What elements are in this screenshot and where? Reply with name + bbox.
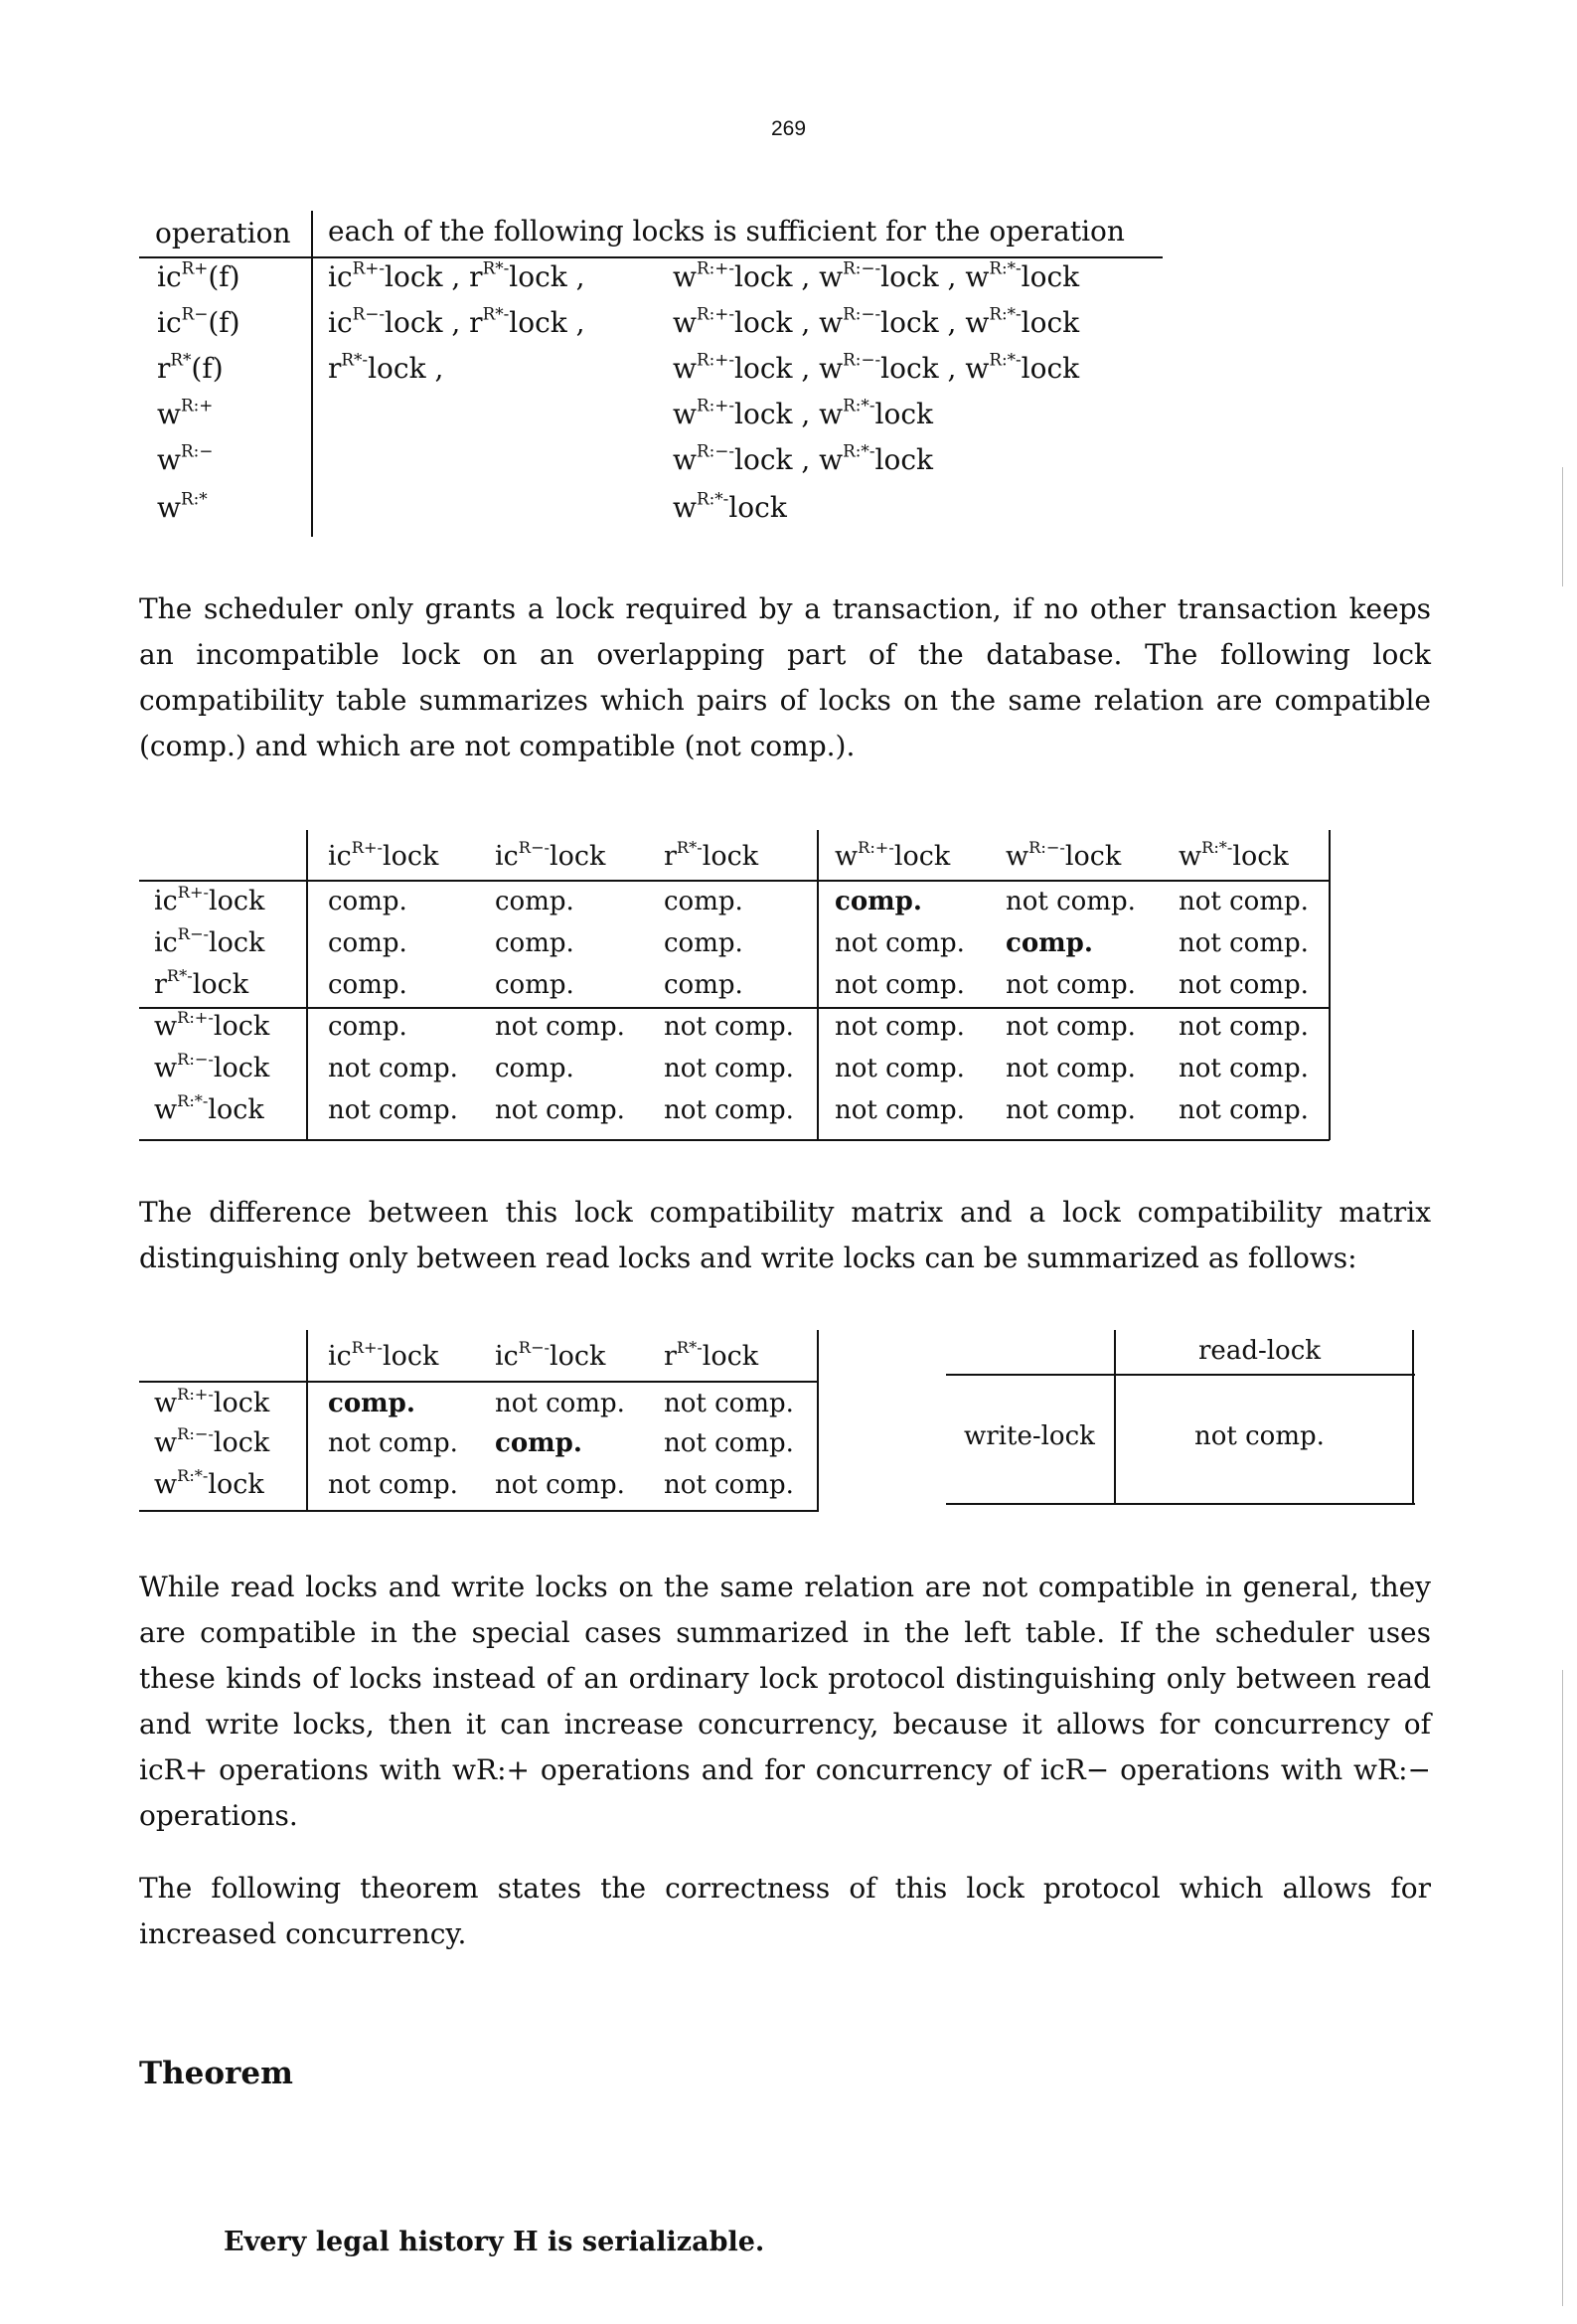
table2-row-header: $w^{R:--}lock$	[154, 1049, 270, 1083]
table2-cell: comp.	[664, 928, 743, 958]
table2-cell: not comp.	[1179, 887, 1309, 916]
table3-col-header: $ic^{R+-}lock$	[328, 1337, 439, 1372]
page-number: 269	[770, 117, 807, 140]
table3-col-header: $ic^{R--}lock$	[495, 1337, 606, 1372]
table1-operation: $w^{R:+}$	[157, 395, 214, 430]
table2-cell: comp.	[495, 887, 574, 916]
table-rule	[306, 830, 308, 1140]
table1-locks-b: $w^{R:+-}lock$ , $w^{R:--}lock$ , $w^{R:*-}lock$	[673, 257, 1080, 293]
table2-cell: comp.	[495, 928, 574, 958]
paragraph-scheduler: The scheduler only grants a lock required by a transaction, if no other transaction keeps an incompatible lock on an overlapping part of the database. The following lock compatibility table summarizes which pairs of locks on the same relation are compatible (comp.) and which are not compatible (not comp.).	[139, 592, 1431, 762]
table1-locks-a: $ic^{R--}lock$ , $r^{R*-}lock$ ,	[328, 303, 585, 339]
table1-header-locks: each of the following locks is sufficient for the operation	[328, 215, 1125, 248]
table2-cell: not comp.	[495, 1012, 625, 1042]
table2-cell: not comp.	[664, 1095, 794, 1125]
table2-col-header: $w^{R:+-}lock$	[835, 837, 951, 872]
table1-locks-b: $w^{R:+-}lock$ , $w^{R:--}lock$ , $w^{R:*-}lock$	[673, 349, 1080, 385]
paragraph-special-cases: While read locks and write locks on the same relation are not compatible in general, they are compatible in the special cases summarized in the left table. If the scheduler uses these kinds of locks instead of an ordinary lock protocol distinguishing only between read and write locks, then it can increase concurrency, because it allows for concurrency of icR+ operations with wR:+ operations and for concurrency of icR− operations with wR:− operations.	[139, 1571, 1431, 1832]
table2-cell: not comp.	[1179, 928, 1309, 958]
table3-cell: not comp.	[328, 1470, 458, 1500]
table3-cell: comp.	[328, 1389, 415, 1418]
table3-row-header: $w^{R:+-}lock$	[154, 1384, 270, 1418]
scan-margin-mark	[1562, 1670, 1563, 2306]
table-rule	[139, 1510, 819, 1512]
table3-cell: not comp.	[664, 1428, 794, 1458]
table2-cell: not comp.	[835, 1095, 965, 1125]
table2-cell: not comp.	[1179, 1054, 1309, 1083]
table2-col-header: $w^{R:*-}lock$	[1179, 837, 1289, 872]
table2-cell: not comp.	[1179, 1012, 1309, 1042]
table2-cell: not comp.	[328, 1054, 458, 1083]
table2-cell: comp.	[1006, 928, 1093, 958]
table-rule	[139, 880, 1330, 882]
table1-operation: $w^{R:-}$	[157, 440, 214, 476]
table2-cell: comp.	[835, 887, 922, 916]
table2-cell: not comp.	[1006, 970, 1136, 1000]
table2-cell: comp.	[664, 970, 743, 1000]
table2-cell: comp.	[495, 970, 574, 1000]
table2-cell: not comp.	[1179, 1095, 1309, 1125]
table2-col-header: $ic^{R--}lock$	[495, 837, 606, 872]
table2-row-header: $w^{R:*-}lock$	[154, 1090, 264, 1125]
table2-cell: not comp.	[835, 1012, 965, 1042]
table1-locks-b: $w^{R:*-}lock$	[673, 488, 787, 524]
table-rule	[306, 1330, 308, 1511]
table1-locks-b: $w^{R:+-}lock$ , $w^{R:--}lock$ , $w^{R:*-}lock$	[673, 303, 1080, 339]
table-rule	[139, 1381, 819, 1383]
table2-cell: comp.	[328, 887, 407, 916]
table2-row-header: $r^{R*-}lock$	[154, 965, 249, 1000]
theorem-statement: Every legal history H is serializable.	[224, 2227, 765, 2257]
table1-operation: $r^{R*}(f)$	[157, 349, 224, 385]
table2-cell: comp.	[328, 928, 407, 958]
table2-col-header: $r^{R*-}lock$	[664, 837, 759, 872]
table2-cell: not comp.	[1006, 1012, 1136, 1042]
table4-col-read-lock: read-lock	[1198, 1336, 1322, 1366]
table2-col-header: $ic^{R+-}lock$	[328, 837, 439, 872]
table2-cell: not comp.	[1006, 887, 1136, 916]
table2-cell: not comp.	[1006, 1095, 1136, 1125]
paragraph-theorem-intro: The following theorem states the correctness of this lock protocol which allows for increased concurrency.	[139, 1872, 1431, 1950]
table-rule	[817, 1330, 819, 1511]
table4-row-write-lock: write-lock	[964, 1421, 1095, 1451]
table2-cell: not comp.	[328, 1095, 458, 1125]
table2-cell: comp.	[495, 1054, 574, 1083]
table2-cell: comp.	[664, 887, 743, 916]
table3-cell: not comp.	[495, 1389, 625, 1418]
table1-locks-a: $r^{R*-}lock$ ,	[328, 349, 444, 385]
table4-cell: not comp.	[1194, 1421, 1325, 1451]
table2-cell: not comp.	[664, 1012, 794, 1042]
scan-margin-mark	[1562, 467, 1563, 586]
table-rule	[139, 1139, 1330, 1141]
table2-cell: not comp.	[495, 1095, 625, 1125]
table3-cell: comp.	[495, 1428, 582, 1458]
table2-row-header: $ic^{R+-}lock$	[154, 882, 265, 916]
table2-cell: not comp.	[835, 1054, 965, 1083]
table-rule	[139, 1007, 1330, 1009]
table-rule	[1329, 830, 1331, 1140]
table2-row-header: $ic^{R--}lock$	[154, 923, 265, 958]
table3-cell: not comp.	[664, 1470, 794, 1500]
table2-cell: not comp.	[835, 970, 965, 1000]
table3-col-header: $r^{R*-}lock$	[664, 1337, 759, 1372]
table3-row-header: $w^{R:--}lock$	[154, 1423, 270, 1458]
table2-cell: not comp.	[1006, 1054, 1136, 1083]
table2-col-header: $w^{R:--}lock$	[1006, 837, 1122, 872]
table1-locks-a: $ic^{R+-}lock$ , $r^{R*-}lock$ ,	[328, 257, 585, 293]
table2-cell: not comp.	[835, 928, 965, 958]
theorem-heading: Theorem	[139, 2056, 293, 2091]
table2-cell: comp.	[328, 1012, 407, 1042]
table1-header-operation: operation	[155, 217, 291, 249]
table3-cell: not comp.	[328, 1428, 458, 1458]
table2-row-header: $w^{R:+-}lock$	[154, 1007, 270, 1042]
paragraph-difference: The difference between this lock compatibility matrix and a lock compatibility matrix distinguishing only between read locks and write locks can be summarized as follows:	[139, 1196, 1431, 1274]
table-rule	[817, 830, 819, 1140]
table3-cell: not comp.	[495, 1470, 625, 1500]
table2-cell: comp.	[328, 970, 407, 1000]
table1-locks-b: $w^{R:--}lock$ , $w^{R:*-}lock$	[673, 440, 933, 476]
table2-cell: not comp.	[664, 1054, 794, 1083]
table2-cell: not comp.	[1179, 970, 1309, 1000]
table3-row-header: $w^{R:*-}lock$	[154, 1465, 264, 1500]
table1-operation: $ic^{R+}(f)$	[157, 257, 240, 293]
table1-operation: $ic^{R-}(f)$	[157, 303, 240, 339]
table1-locks-b: $w^{R:+-}lock$ , $w^{R:*-}lock$	[673, 395, 933, 430]
table1-operation: $w^{R:*}$	[157, 488, 208, 524]
table3-cell: not comp.	[664, 1389, 794, 1418]
